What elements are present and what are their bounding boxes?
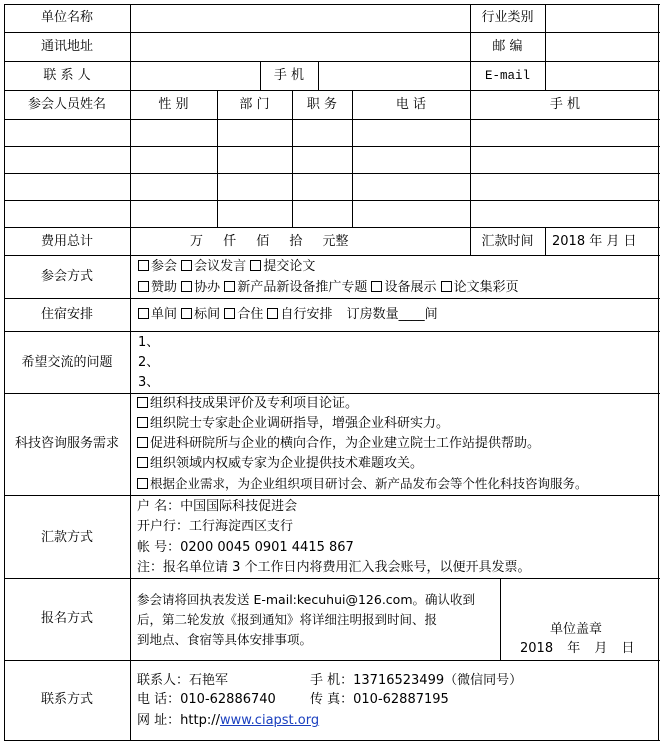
- option-label: 赞助: [151, 280, 178, 295]
- rule: [4, 173, 660, 174]
- rule: [4, 255, 660, 256]
- lodging-options: [138, 307, 438, 323]
- contact-info-label: 联系方式: [40, 692, 93, 707]
- option-label: 参会: [151, 259, 178, 274]
- remit-line: 开户行：工行海淀西区支行: [137, 519, 294, 534]
- attend-label: 参会方式: [40, 269, 93, 284]
- consult-text: 促进科研院所与企业的横向合作，为企业建立院士工作站提供帮助。: [150, 436, 541, 451]
- attend-options-line1: [138, 259, 315, 275]
- topic-line: 2、: [138, 355, 160, 370]
- option-label: 标间: [194, 307, 221, 322]
- website-label: 网 址：http://: [137, 713, 220, 728]
- remit-line: 注：报名单位请 3 个工作日内将费用汇入我会账号，以便开具发票。: [137, 560, 531, 575]
- lodging-label: 住宿安排: [40, 307, 93, 322]
- consult-item: [137, 436, 540, 452]
- checkbox[interactable]: [138, 308, 149, 319]
- remit-time-label: 汇款时间: [481, 234, 534, 249]
- remit-label: 汇款方式: [40, 530, 93, 545]
- rule: [4, 393, 660, 394]
- rule: [4, 495, 660, 496]
- email-label: E-mail: [484, 69, 530, 83]
- checkbox[interactable]: [181, 281, 192, 292]
- option-label: 单间: [151, 307, 178, 322]
- col-dept-header: 部 门: [239, 97, 270, 112]
- remit-line: 户 名：中国国际科技促进会: [137, 499, 298, 514]
- rule: [545, 227, 546, 255]
- option-label: 设备展示: [384, 280, 437, 295]
- consult-item: [137, 396, 358, 412]
- consult-text: 组织领域内权威专家为企业提供技术难题攻关。: [150, 456, 424, 471]
- rule: [545, 4, 546, 61]
- rule: [4, 90, 660, 91]
- option-label: 自行安排: [280, 307, 333, 322]
- remit-line: 帐 号：0200 0045 0901 4415 867: [137, 540, 354, 555]
- signup-line: 参会请将回执表发送 E-mail:kecuhui@126.com。确认收到: [137, 592, 476, 607]
- checkbox[interactable]: [137, 397, 148, 408]
- rule: [545, 61, 546, 90]
- postcode-label: 邮 编: [492, 39, 523, 54]
- consult-text: 组织科技成果评价及专利项目论证。: [150, 396, 359, 411]
- rule: [4, 227, 660, 228]
- checkbox[interactable]: [138, 260, 149, 271]
- option-label: 提交论文: [263, 259, 316, 274]
- contact-phone: 电 话：010-62886740: [137, 692, 276, 707]
- topic-line: 3、: [138, 375, 160, 390]
- seal-label: 单位盖章: [550, 622, 603, 637]
- checkbox[interactable]: [137, 478, 148, 489]
- col-phone-header: 电 话: [395, 97, 427, 112]
- checkbox[interactable]: [250, 260, 261, 271]
- topics-label: 希望交流的问题: [21, 355, 113, 370]
- option-label: 协办: [194, 280, 221, 295]
- signup-line: 后，第二轮发放《报到通知》将详细注明报到时间、报: [137, 612, 438, 627]
- website-link[interactable]: www.ciapst.org: [219, 713, 320, 728]
- contact-website: [137, 713, 319, 729]
- rule: [130, 4, 131, 741]
- col-gender-header: 性 别: [158, 97, 189, 112]
- checkbox[interactable]: [181, 308, 192, 319]
- contact-person: 联系人：石艳军: [137, 673, 229, 688]
- fee-amount-text: 万 仟 佰 拾 元整: [190, 234, 349, 249]
- rule: [4, 660, 660, 661]
- signup-label: 报名方式: [40, 611, 93, 626]
- rule: [4, 740, 660, 741]
- rule: [4, 578, 660, 579]
- col-title-header: 职 务: [306, 97, 338, 112]
- checkbox[interactable]: [224, 308, 235, 319]
- contact-mobile: 手 机：13716523499（微信同号）: [310, 673, 523, 688]
- attend-options-line2: [138, 280, 519, 296]
- rule: [318, 61, 319, 90]
- checkbox[interactable]: [181, 260, 192, 271]
- consult-label: 科技咨询服务需求: [14, 436, 119, 451]
- checkbox[interactable]: [371, 281, 382, 292]
- contact-fax: 传 真：010-62887195: [310, 692, 449, 707]
- rule: [4, 200, 660, 201]
- industry-label: 行业类别: [481, 10, 534, 25]
- consult-text: 组织院士专家赴企业调研指导，增强企业科研实力。: [150, 416, 450, 431]
- unit-name-label: 单位名称: [40, 10, 93, 25]
- rule: [500, 578, 501, 660]
- option-label: 合住: [237, 307, 264, 322]
- rule: [4, 4, 660, 5]
- checkbox[interactable]: [267, 308, 278, 319]
- col-name-header: 参会人员姓名: [27, 97, 106, 112]
- rule: [4, 32, 660, 33]
- rule: [4, 298, 660, 299]
- rule: [4, 331, 660, 332]
- rule: [4, 146, 660, 147]
- option-label: 论文集彩页: [453, 280, 519, 295]
- checkbox[interactable]: [137, 457, 148, 468]
- room-count: 订房数量____间: [346, 307, 438, 322]
- col-mobile-header: 手 机: [549, 97, 581, 112]
- contact-label: 联 系 人: [43, 68, 91, 83]
- rule: [4, 61, 660, 62]
- consult-item: [137, 476, 588, 492]
- rule: [4, 119, 660, 120]
- checkbox[interactable]: [138, 281, 149, 292]
- seal-date: 2018 年 月 日: [520, 641, 635, 656]
- remit-time-value: 2018 年 月 日: [552, 234, 637, 249]
- address-label: 通讯地址: [40, 39, 93, 54]
- consult-item: [137, 416, 449, 432]
- signup-line: 到地点、食宿等具体安排事项。: [137, 632, 313, 647]
- checkbox[interactable]: [137, 417, 148, 428]
- option-label: 新产品新设备推广专题: [237, 280, 368, 295]
- topic-line: 1、: [138, 335, 160, 350]
- mobile-label: 手 机: [273, 68, 305, 83]
- checkbox[interactable]: [137, 437, 148, 448]
- checkbox[interactable]: [441, 281, 452, 292]
- checkbox[interactable]: [224, 281, 235, 292]
- consult-text: 根据企业需求，为企业组织项目研讨会、新产品发布会等个性化科技咨询服务。: [150, 476, 588, 491]
- consult-item: [137, 456, 423, 472]
- option-label: 会议发言: [194, 259, 247, 274]
- fee-label: 费用总计: [40, 234, 93, 249]
